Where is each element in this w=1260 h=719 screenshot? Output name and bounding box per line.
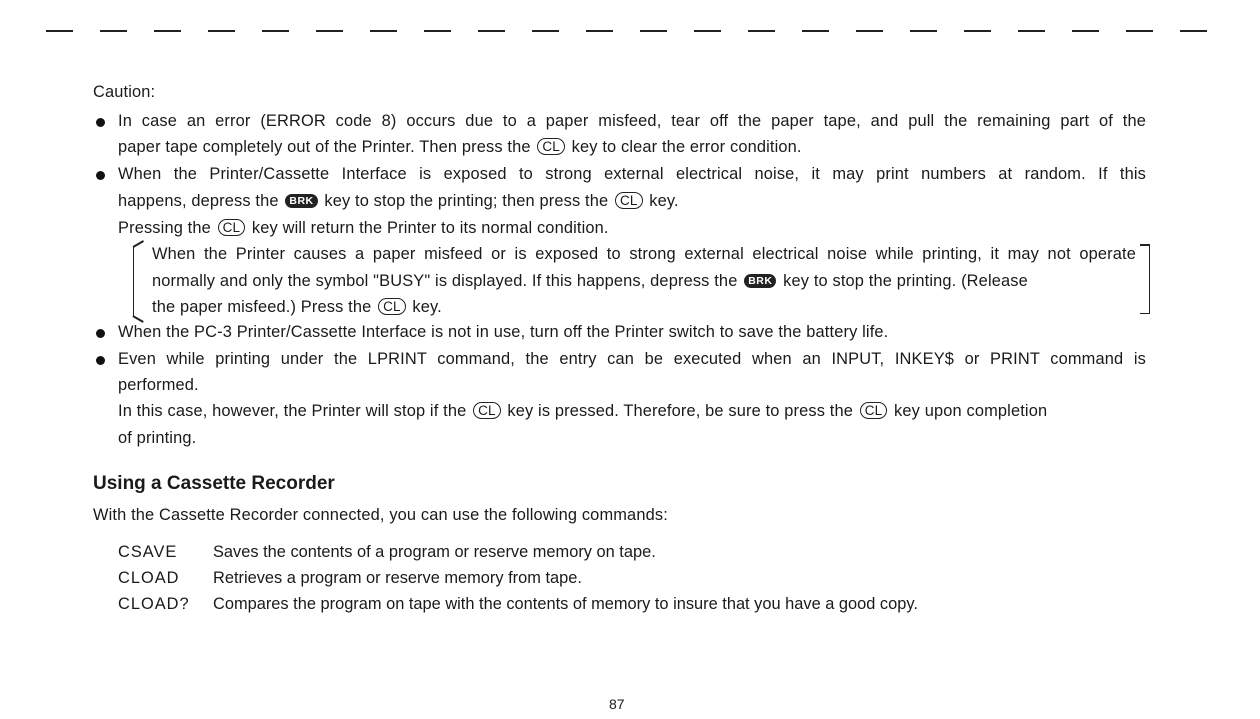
bullet-3-line-1: When the PC-3 Printer/Cassette Interface is not in use, turn off the Printer switch to save the battery life.: [118, 323, 889, 341]
command-description: Retrieves a program or reserve memory from tape.: [213, 569, 582, 587]
bullet-4-line-1: Even while printing under the LPRINT command, the entry can be executed when an INPUT, INKEY$ or PRINT command is: [118, 350, 1146, 368]
bullet-2-line-1: When the Printer/Cassette Interface is exposed to strong external electrical noise, it may print numbers at random. If this: [118, 165, 1146, 183]
bullet-1-line-2: [118, 134, 802, 161]
text-span: key is pressed. Therefore, be sure to press the: [507, 402, 854, 420]
note-line-1: When the Printer causes a paper misfeed or is exposed to strong external electrical noise while printing, it may not operate: [152, 245, 1136, 263]
bullet-dot: [96, 171, 105, 180]
bullet-4-line-4: of printing.: [118, 429, 197, 447]
cl-key-icon: CL: [378, 298, 406, 315]
command-description: Compares the program on tape with the contents of memory to insure that you have a good copy.: [213, 595, 918, 613]
section-intro: With the Cassette Recorder connected, you can use the following commands:: [93, 506, 668, 524]
page-number: 87: [609, 696, 625, 712]
text-span: key to stop the printing; then press the: [324, 192, 609, 210]
bullet-4-line-2: performed.: [118, 376, 199, 394]
bullet-dot: [96, 329, 105, 338]
text-span: In this case, however, the Printer will stop if the: [118, 402, 467, 420]
text-span: Pressing the: [118, 219, 211, 237]
cl-key-icon: CL: [537, 138, 565, 155]
text-span: key.: [649, 192, 679, 210]
cl-key-icon: CL: [473, 402, 501, 419]
note-line-3: [152, 294, 442, 321]
command-name: CSAVE: [118, 543, 178, 561]
cl-key-icon: CL: [218, 219, 246, 236]
command-name: CLOAD?: [118, 595, 190, 613]
bullet-dot: [96, 118, 105, 127]
command-name: CLOAD: [118, 569, 180, 587]
text-span: the paper misfeed.) Press the: [152, 298, 372, 316]
text-span: key will return the Printer to its normal condition.: [251, 219, 609, 237]
note-line-2: [152, 268, 1028, 295]
brk-key-icon: BRK: [285, 194, 317, 208]
note-bracket-left: [133, 246, 144, 316]
section-heading: Using a Cassette Recorder: [93, 473, 335, 494]
text-span: key to clear the error condition.: [571, 138, 802, 156]
command-description: Saves the contents of a program or reserve memory on tape.: [213, 543, 656, 561]
text-span: key upon completion: [894, 402, 1048, 420]
cl-key-icon: CL: [615, 192, 643, 209]
text-span: key.: [412, 298, 442, 316]
bullet-dot: [96, 356, 105, 365]
text-span: paper tape completely out of the Printer. Then press the: [118, 138, 531, 156]
caution-label: Caution:: [93, 83, 156, 101]
bullet-4-line-3: [118, 398, 1047, 425]
text-span: normally and only the symbol "BUSY" is displayed. If this happens, depress the: [152, 272, 738, 290]
bullet-2-line-2: [118, 188, 679, 215]
bullet-2-line-3: [118, 215, 609, 242]
text-span: happens, depress the: [118, 192, 279, 210]
top-dashed-rule: [46, 30, 1212, 32]
brk-key-icon: BRK: [744, 274, 776, 288]
note-bracket-right: [1141, 244, 1150, 314]
cl-key-icon: CL: [860, 402, 888, 419]
bullet-1-line-1: In case an error (ERROR code 8) occurs due to a paper misfeed, tear off the paper tape, and pull the remaining part of the: [118, 112, 1146, 130]
text-span: key to stop the printing. (Release: [783, 272, 1028, 290]
